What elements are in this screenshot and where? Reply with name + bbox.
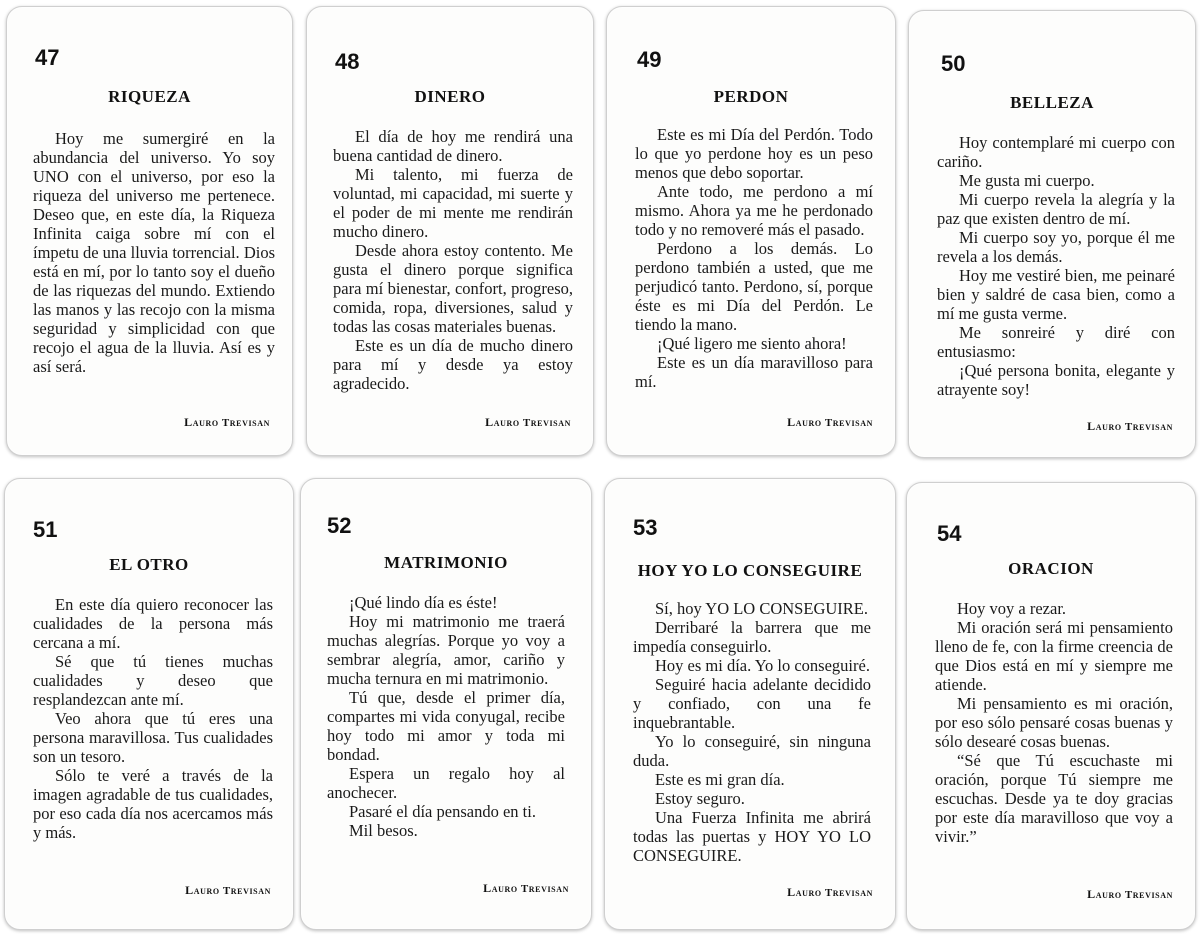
card-paragraph: El día de hoy me rendirá una buena cantidad de dinero. [333, 127, 573, 165]
card-paragraph: Una Fuerza Infinita me abrirá todas las puertas y HOY YO LO CONSEGUIRE. [633, 808, 871, 865]
card-number: 51 [33, 517, 58, 542]
card-text [935, 599, 1173, 846]
card-paragraph: Estoy seguro. [655, 789, 745, 808]
card-51 [4, 478, 294, 930]
card-paragraph: Mi oración será mi pensamiento lleno de fe, con la firme creencia de que Dios está en mí y siempre me atiende. [935, 618, 1173, 694]
card-paragraph: Hoy es mi día. Yo lo conseguiré. [655, 656, 870, 675]
card-text [33, 129, 275, 376]
card-number: 54 [937, 521, 962, 546]
card-paragraph: Ante todo, me perdono a mí mismo. Ahora ya me he perdonado todo y no removeré más el pasado. [635, 182, 873, 239]
card-paragraph: Este es mi gran día. [655, 770, 785, 789]
card-54 [906, 482, 1196, 930]
card-paragraph: ¡Qué ligero me siento ahora! [657, 334, 847, 353]
card-paragraph: Mil besos. [349, 821, 418, 840]
card-paragraph: Este es un día de mucho dinero para mí y desde ya estoy agradecido. [333, 336, 573, 393]
card-paragraph: Veo ahora que tú eres una persona maravillosa. Tus cualidades son un tesoro. [33, 709, 273, 766]
card-number: 49 [637, 47, 662, 72]
card-title: BELLEZA [1010, 93, 1094, 112]
card-paragraph: Tú que, desde el primer día, compartes mi vida conyugal, recibe hoy todo mi amor y toda mi bondad. [327, 688, 565, 764]
card-paragraph: Hoy voy a rezar. [957, 599, 1067, 618]
card-text [633, 599, 871, 865]
card-paragraph: Mi cuerpo soy yo, porque él me revela a los demás. [937, 228, 1175, 266]
card-paragraph: Mi talento, mi fuerza de voluntad, mi capacidad, mi suerte y el poder de mi mente me rendirán mucho dinero. [333, 165, 573, 241]
card-title: ORACION [1008, 559, 1094, 578]
card-paragraph: Sólo te veré a través de la imagen agradable de tus cualidades, por eso cada día nos acercamos más y más. [33, 766, 273, 842]
card-text [635, 125, 873, 391]
card-paragraph: Hoy mi matrimonio me traerá muchas alegrías. Porque yo voy a sembrar alegría, amor, cariño y mucha ternura en mi matrimonio. [327, 612, 565, 688]
card-text [333, 127, 573, 393]
card-paragraph: Mi cuerpo revela la alegría y la paz que existen dentro de mí. [937, 190, 1175, 228]
card-title: EL OTRO [109, 555, 189, 574]
card-text [33, 595, 273, 842]
card-paragraph: Perdono a los demás. Lo perdono también a usted, que me perjudicó tanto. Perdono, sí, porque éste es mi Día del Perdón. Le tiendo la mano. [635, 239, 873, 334]
card-title: RIQUEZA [108, 87, 191, 106]
card-paragraph: ¡Qué lindo día es éste! [349, 593, 498, 612]
card-title: MATRIMONIO [384, 553, 508, 572]
card-53 [604, 478, 896, 930]
card-52 [300, 478, 592, 930]
card-paragraph: Me sonreiré y diré con entusiasmo: [937, 323, 1175, 361]
card-title: HOY YO LO CONSEGUIRE [637, 561, 863, 580]
card-paragraph: Pasaré el día pensando en ti. [349, 802, 536, 821]
card-paragraph: Este es mi Día del Perdón. Todo lo que yo perdone hoy es un peso menos que debo soportar. [635, 125, 873, 182]
card-48 [306, 6, 594, 456]
card-paragraph: Seguiré hacia adelante decidido y confiado, con una fe inquebrantable. [633, 675, 871, 732]
card-text [937, 133, 1175, 399]
card-author: Lauro Trevisan [1087, 887, 1173, 901]
card-paragraph: Espera un regalo hoy al anochecer. [327, 764, 565, 802]
card-title: PERDON [713, 87, 789, 106]
card-number: 53 [633, 515, 658, 540]
card-paragraph: Este es un día maravilloso para mí. [635, 353, 873, 391]
card-paragraph: Hoy me vestiré bien, me peinaré bien y saldré de casa bien, como a mí me gusta verme. [937, 266, 1175, 323]
card-number: 50 [941, 51, 966, 76]
card-title: DINERO [414, 87, 486, 106]
card-paragraph: Hoy contemplaré mi cuerpo con cariño. [937, 133, 1175, 171]
card-number: 48 [335, 49, 360, 74]
card-author: Lauro Trevisan [184, 415, 270, 429]
card-paragraph: Mi pensamiento es mi oración, por eso sólo pensaré cosas buenas y sólo desearé cosas buenas. [935, 694, 1173, 751]
card-49 [606, 6, 896, 456]
card-paragraph: Me gusta mi cuerpo. [959, 171, 1095, 190]
card-paragraph: En este día quiero reconocer las cualidades de la persona más cercana a mí. [33, 595, 273, 652]
card-number: 47 [35, 45, 60, 70]
card-paragraph: “Sé que Tú escuchaste mi oración, porque Tú siempre me escuchas. Desde ya te doy gracias por este día maravilloso que voy a vivir.” [935, 751, 1173, 846]
card-paragraph: Derribaré la barrera que me impedía conseguirlo. [633, 618, 871, 656]
card-50 [908, 10, 1196, 458]
card-paragraph: Sé que tú tienes muchas cualidades y deseo que resplandezcan ante mí. [33, 652, 273, 709]
card-author: Lauro Trevisan [787, 885, 873, 899]
card-paragraph: Desde ahora estoy contento. Me gusta el dinero porque significa para mí bienestar, confort, progreso, comida, ropa, diversiones, salud y todas las cosas materiales buenas. [333, 241, 573, 336]
card-author: Lauro Trevisan [787, 415, 873, 429]
card-paragraph: ¡Qué persona bonita, elegante y atrayente soy! [937, 361, 1175, 399]
card-author: Lauro Trevisan [485, 415, 571, 429]
card-text [327, 593, 565, 840]
card-author: Lauro Trevisan [185, 883, 271, 897]
card-author: Lauro Trevisan [1087, 419, 1173, 433]
card-author: Lauro Trevisan [483, 881, 569, 895]
card-paragraph: Sí, hoy YO LO CONSEGUIRE. [655, 599, 868, 618]
card-number: 52 [327, 513, 352, 538]
card-47 [6, 6, 293, 456]
card-paragraph: Yo lo conseguiré, sin ninguna duda. [633, 732, 871, 770]
card-paragraph: Hoy me sumergiré en la abundancia del universo. Yo soy UNO con el universo, por eso la riqueza del universo me pertenece. Deseo que, en este día, la Riqueza Infinita caiga sobre mí con el ímpetu de una lluvia torrencial. Dios está en mí, por lo tanto soy el dueño de las riquezas del mundo. Extiendo las manos y las recojo con la misma seguridad y simplicidad con que recojo el agua de la lluvia. Así es y así será. [33, 129, 275, 376]
